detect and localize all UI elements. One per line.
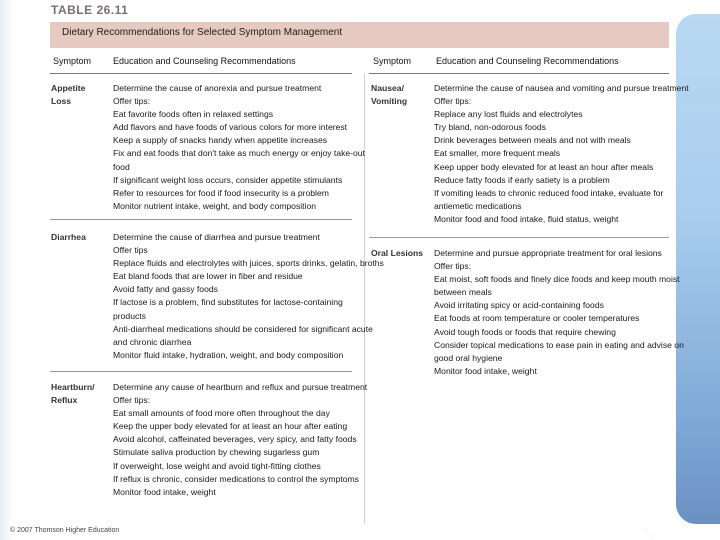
rec-line: If lactose is a problem, find substitutes for lactose-containing: [113, 297, 343, 308]
symptom-label: Oral Lesions: [371, 248, 424, 258]
symptom-label: Heartburn/: [51, 382, 95, 392]
header-rule-right: [369, 73, 669, 74]
recs-oral-lesions: [434, 247, 684, 378]
rec-line: Stimulate saliva production by chewing sugarless gum: [113, 447, 320, 458]
rec-line: Try bland, non-odorous foods: [434, 122, 546, 133]
rec-line: products: [113, 310, 146, 321]
row-separator: [50, 219, 352, 220]
left-symptom-header: Symptom: [53, 56, 92, 66]
header-rule-left: [50, 73, 352, 74]
rec-line: Monitor food intake, weight: [434, 365, 537, 376]
rec-line: Eat bland foods that are lower in fiber and residue: [113, 271, 303, 282]
rec-line: Eat moist, soft foods and finely dice foods and keep mouth moist: [434, 274, 680, 285]
rec-line: Avoid alcohol, caffeinated beverages, very spicy, and fatty foods: [113, 434, 357, 445]
rec-line: Determine any cause of heartburn and reflux and pursue treatment: [113, 382, 368, 392]
rec-line: Offer tips:: [113, 96, 151, 107]
rec-line: Offer tips:: [113, 395, 151, 406]
rec-line: Eat small amounts of food more often throughout the day: [113, 408, 330, 419]
rec-line: If reflux is chronic, consider medications to control the symptoms: [113, 473, 359, 484]
row-separator: [369, 237, 669, 238]
symptom-label: Nausea/: [371, 83, 404, 93]
rec-line: Avoid tough foods or foods that require chewing: [434, 326, 616, 337]
rec-line: Determine the cause of anorexia and pursue treatment: [113, 83, 322, 93]
row-separator: [50, 371, 352, 372]
table-title: TABLE 26.11: [51, 3, 129, 17]
right-symptom-header: Symptom: [373, 56, 412, 66]
slide-content: [47, 0, 689, 528]
rec-line: Monitor nutrient intake, weight, and body composition: [113, 200, 317, 211]
symptom-oral-lesions: [371, 247, 433, 260]
recs-nausea-vomiting: [434, 82, 689, 226]
rec-line: Monitor fluid intake, hydration, weight, and body composition: [113, 349, 344, 360]
rec-line: Keep upper body elevated for at least an hour after meals: [434, 161, 654, 172]
right-education-header: Education and Counseling Recommendations: [436, 56, 619, 66]
rec-line: Determine the cause of diarrhea and pursue treatment: [113, 232, 320, 242]
rec-line: Eat favorite foods often in relaxed settings: [113, 109, 274, 120]
rec-line: Offer tips:: [434, 261, 472, 272]
rec-line: between meals: [434, 287, 492, 298]
symptom-diarrhea: [51, 231, 109, 244]
rec-line: Refer to resources for food if food insecurity is a problem: [113, 187, 329, 198]
table-caption-banner: [50, 22, 669, 48]
rec-line: Avoid fatty and gassy foods: [113, 284, 218, 295]
rec-line: Determine and pursue appropriate treatment for oral lesions: [434, 248, 662, 258]
rec-line: If vomiting leads to chronic reduced food intake, evaluate for: [434, 187, 664, 198]
left-edge-decoration: [0, 0, 14, 540]
rec-line: and chronic diarrhea: [113, 336, 192, 347]
rec-line: Keep the upper body elevated for at least an hour after eating: [113, 421, 348, 432]
symptom-label: Vomiting: [371, 96, 408, 106]
copyright-notice: © 2007 Thomson Higher Education: [10, 527, 120, 534]
rec-line: good oral hygiene: [434, 352, 503, 363]
left-education-header: Education and Counseling Recommendations: [113, 56, 296, 66]
rec-line: Eat smaller, more frequent meals: [434, 148, 561, 159]
rec-line: food: [113, 161, 130, 172]
rec-line: Offer tips: [113, 245, 148, 256]
rec-line: Consider topical medications to ease pain in eating and advise on: [434, 339, 684, 350]
rec-line: If significant weight loss occurs, consider appetite stimulants: [113, 174, 343, 185]
recs-heartburn-reflux: [113, 381, 367, 499]
symptom-label: Reflux: [51, 395, 78, 405]
rec-line: Eat foods at room temperature or cooler temperatures: [434, 313, 640, 324]
rec-line: Add flavors and have foods of various colors for more interest: [113, 122, 348, 133]
rec-line: If overweight, lose weight and avoid tight-fitting clothes: [113, 460, 321, 471]
rec-line: antiemetic medications: [434, 200, 522, 211]
rec-line: Monitor food and food intake, fluid status, weight: [434, 213, 619, 224]
rec-line: Reduce fatty foods if early satiety is a problem: [434, 174, 610, 185]
recs-appetite-loss: [113, 82, 365, 213]
table-caption: Dietary Recommendations for Selected Symptom Management: [62, 27, 343, 38]
symptom-heartburn-reflux: [51, 381, 109, 407]
rec-line: Monitor food intake, weight: [113, 486, 216, 497]
symptom-appetite-loss: [51, 82, 109, 108]
rec-line: Fix and eat foods that don't take as much energy or enjoy take-out: [113, 148, 365, 159]
rec-line: Replace any lost fluids and electrolytes: [434, 109, 583, 120]
rec-line: Drink beverages between meals and not with meals: [434, 135, 631, 146]
symptom-label: Loss: [51, 96, 72, 106]
rec-line: Keep a supply of snacks handy when appetite increases: [113, 135, 328, 146]
rec-line: Offer tips:: [434, 96, 472, 107]
rec-line: Replace fluids and electrolytes with juices, sports drinks, gelatin, broths: [113, 258, 384, 269]
recs-diarrhea: [113, 231, 384, 362]
symptom-label: Diarrhea: [51, 232, 86, 242]
rec-line: Avoid irritating spicy or acid-containing foods: [434, 300, 604, 311]
symptom-label: Appetite: [51, 83, 86, 93]
rec-line: Determine the cause of nausea and vomiting and pursue treatment: [434, 83, 689, 93]
rec-line: Anti-diarrheal medications should be considered for significant acute: [113, 323, 373, 334]
symptom-nausea-vomiting: [371, 82, 429, 108]
